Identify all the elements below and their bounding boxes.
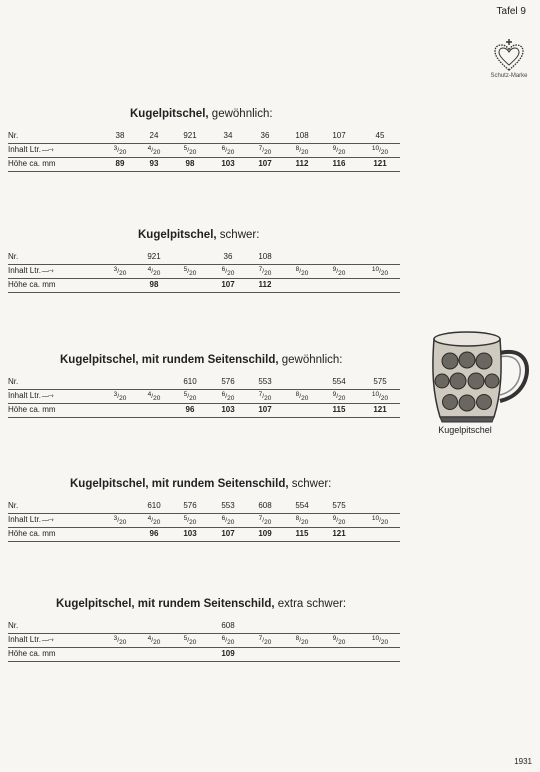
row-label-inhalt-text: Inhalt Ltr. [8,266,41,275]
inhalt-cell: 9/20 [332,145,346,156]
nr-cell: 576 [183,501,197,510]
mug-illustration [428,325,532,423]
hoehe-cell: 98 [149,280,159,289]
trademark [486,38,532,79]
inhalt-cell: 8/20 [295,266,309,277]
inhalt-cell: 9/20 [332,515,346,526]
inhalt-cell: 3/20 [113,266,127,277]
row-label-nr: Nr. [8,501,19,510]
inhalt-cell: 9/20 [332,391,346,402]
inhalt-cell: 9/20 [332,635,346,646]
arrow-icon: —⇾ [40,268,53,275]
hoehe-cell: 107 [258,405,272,414]
inhalt-cell: 3/20 [113,515,127,526]
nr-cell: 608 [221,621,235,630]
hoehe-cell: 109 [221,649,235,658]
inhalt-cell: 8/20 [295,391,309,402]
table-row [8,620,400,634]
table-row [8,390,400,404]
nr-cell: 36 [223,252,233,261]
inhalt-cell: 6/20 [221,266,235,277]
inhalt-cell: 5/20 [183,635,197,646]
inhalt-cell: 7/20 [258,515,272,526]
inhalt-cell: 5/20 [183,266,197,277]
row-label-inhalt [8,266,53,275]
table-row [8,376,400,390]
nr-cell: 107 [332,131,346,140]
inhalt-cell: 7/20 [258,145,272,156]
section-title [56,598,346,610]
table-row [8,144,400,158]
nr-cell: 610 [147,501,161,510]
inhalt-cell: 5/20 [183,145,197,156]
inhalt-cell: 6/20 [221,635,235,646]
inhalt-cell: 10/20 [371,145,389,156]
inhalt-cell: 7/20 [258,391,272,402]
row-label-inhalt-text: Inhalt Ltr. [8,635,41,644]
section-title-main: Kugelpitschel, [138,229,217,241]
nr-cell: 45 [375,131,385,140]
arrow-icon: —⇾ [40,637,53,644]
size-table [8,130,400,172]
row-label-inhalt-text: Inhalt Ltr. [8,391,41,400]
heart-trademark-icon [494,38,524,72]
row-label-hoehe: Höhe ca. mm [8,529,56,538]
table-row [8,265,400,279]
inhalt-cell: 6/20 [221,515,235,526]
size-table [8,251,400,293]
year: 1931 [514,757,532,766]
nr-cell: 24 [149,131,159,140]
hoehe-cell: 103 [221,159,235,168]
inhalt-cell: 3/20 [113,391,127,402]
hoehe-cell: 103 [221,405,235,414]
section-title [70,478,331,490]
row-label-hoehe: Höhe ca. mm [8,280,56,289]
row-label-hoehe: Höhe ca. mm [8,649,56,658]
nr-cell: 36 [260,131,270,140]
inhalt-cell: 5/20 [183,515,197,526]
inhalt-cell: 10/20 [371,266,389,277]
arrow-icon: —⇾ [40,147,53,154]
inhalt-cell: 6/20 [221,145,235,156]
nr-cell: 576 [221,377,235,386]
row-label-nr: Nr. [8,131,19,140]
table-row [8,514,400,528]
inhalt-cell: 8/20 [295,515,309,526]
nr-cell: 34 [223,131,233,140]
table-row [8,634,400,648]
trademark-label: Schutz-Marke [490,73,528,79]
table-row [8,130,400,144]
nr-cell: 575 [373,377,387,386]
inhalt-cell: 10/20 [371,391,389,402]
hoehe-cell: 96 [149,529,159,538]
inhalt-cell: 8/20 [295,145,309,156]
inhalt-cell: 9/20 [332,266,346,277]
section-title [130,108,273,120]
section-title-variant: extra schwer: [274,598,347,610]
row-label-inhalt-text: Inhalt Ltr. [8,145,41,154]
hoehe-cell: 112 [258,280,272,289]
section-title-main: Kugelpitschel, [130,108,209,120]
hoehe-cell: 107 [258,159,272,168]
table-row [8,251,400,265]
section-title-variant: schwer: [288,478,332,490]
section-title [138,229,259,241]
arrow-icon: —⇾ [40,517,53,524]
row-label-inhalt [8,145,53,154]
inhalt-cell: 7/20 [258,635,272,646]
plate-number: Tafel 9 [496,6,526,17]
nr-cell: 575 [332,501,346,510]
hoehe-cell: 98 [185,159,195,168]
inhalt-cell: 4/20 [147,391,161,402]
size-table [8,620,400,662]
inhalt-cell: 3/20 [113,145,127,156]
row-label-inhalt-text: Inhalt Ltr. [8,515,41,524]
nr-cell: 38 [115,131,125,140]
table-row [8,404,400,418]
nr-cell: 553 [258,377,272,386]
hoehe-cell: 121 [373,159,387,168]
arrow-icon: —⇾ [40,393,53,400]
row-label-nr: Nr. [8,252,19,261]
nr-cell: 921 [147,252,161,261]
nr-cell: 921 [183,131,197,140]
hoehe-cell: 109 [258,529,272,538]
table-row [8,528,400,542]
row-label-hoehe: Höhe ca. mm [8,405,56,414]
hoehe-cell: 93 [149,159,159,168]
row-label-inhalt [8,635,53,644]
hoehe-cell: 116 [332,159,346,168]
section-title [60,354,342,366]
inhalt-cell: 10/20 [371,515,389,526]
size-table [8,500,400,542]
inhalt-cell: 5/20 [183,391,197,402]
hoehe-cell: 89 [115,159,125,168]
size-table [8,376,400,418]
section-title-main: Kugelpitschel, mit rundem Seitenschild, [56,598,275,610]
hoehe-cell: 107 [221,529,235,538]
inhalt-cell: 7/20 [258,266,272,277]
inhalt-cell: 6/20 [221,391,235,402]
section-title-main: Kugelpitschel, mit rundem Seitenschild, [70,478,289,490]
section-title-variant: schwer: [216,229,260,241]
hoehe-cell: 107 [221,280,235,289]
hoehe-cell: 121 [332,529,346,538]
section-title-variant: gewöhnlich: [278,354,343,366]
row-label-inhalt [8,391,53,400]
mug-caption: Kugelpitschel [438,425,492,435]
section-title-variant: gewöhnlich: [208,108,273,120]
nr-cell: 553 [221,501,235,510]
table-row [8,158,400,172]
hoehe-cell: 121 [373,405,387,414]
row-label-hoehe: Höhe ca. mm [8,159,56,168]
nr-cell: 554 [332,377,346,386]
row-label-inhalt [8,515,53,524]
row-label-nr: Nr. [8,621,19,630]
inhalt-cell: 10/20 [371,635,389,646]
nr-cell: 108 [258,252,272,261]
inhalt-cell: 4/20 [147,145,161,156]
table-row [8,500,400,514]
table-row [8,279,400,293]
inhalt-cell: 4/20 [147,515,161,526]
table-row [8,648,400,662]
hoehe-cell: 115 [332,405,346,414]
nr-cell: 608 [258,501,272,510]
inhalt-cell: 4/20 [147,635,161,646]
hoehe-cell: 115 [295,529,309,538]
nr-cell: 554 [295,501,309,510]
hoehe-cell: 103 [183,529,197,538]
hoehe-cell: 112 [295,159,309,168]
nr-cell: 610 [183,377,197,386]
section-title-main: Kugelpitschel, mit rundem Seitenschild, [60,354,279,366]
inhalt-cell: 8/20 [295,635,309,646]
row-label-nr: Nr. [8,377,19,386]
nr-cell: 108 [295,131,309,140]
inhalt-cell: 4/20 [147,266,161,277]
inhalt-cell: 3/20 [113,635,127,646]
hoehe-cell: 96 [185,405,195,414]
